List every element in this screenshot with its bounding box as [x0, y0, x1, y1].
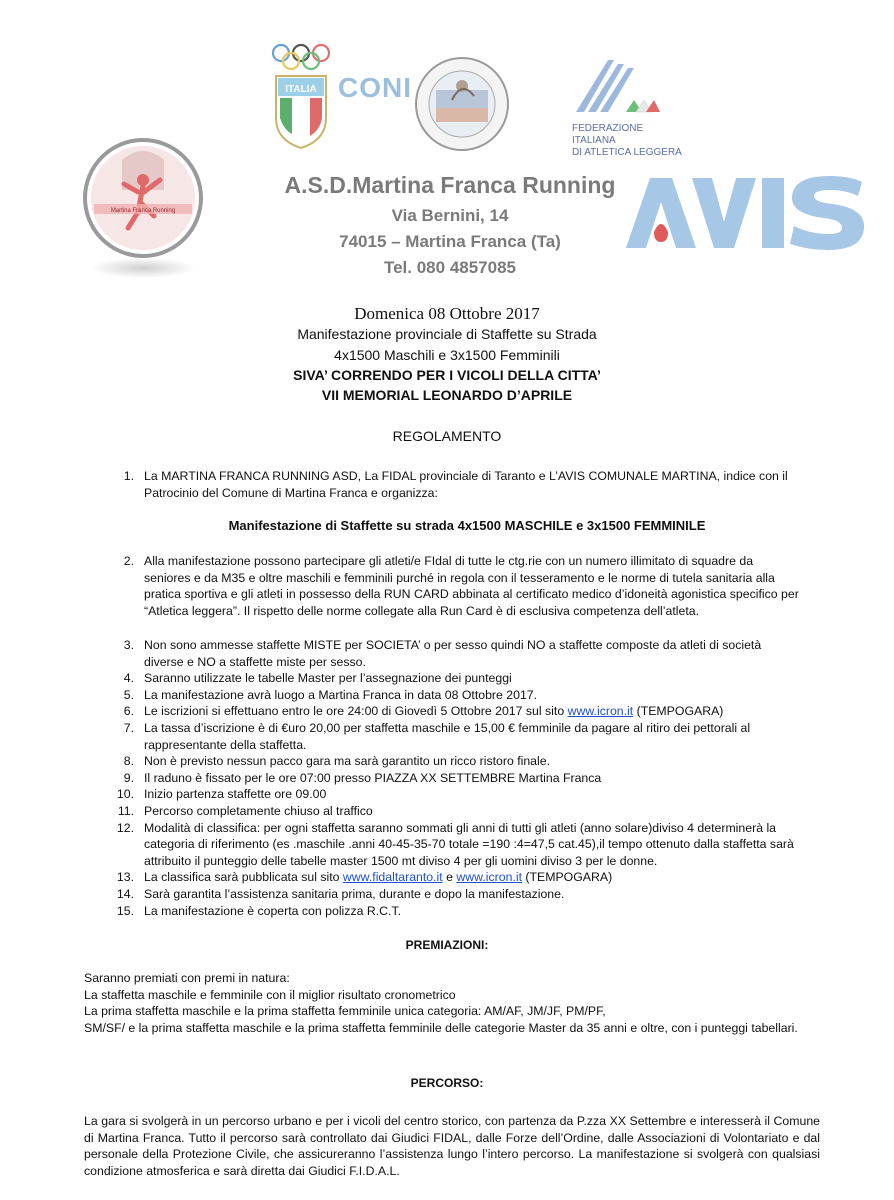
list-item-number: 6.	[123, 704, 134, 719]
list-item-text: La MARTINA FRANCA RUNNING ASD, La FIDAL provinciale di Taranto e L’AVIS COMUNALE MARTINA, indice con il Patrocinio del Comune di Martina Franca e organizza:	[144, 469, 788, 500]
regolamento-heading: REGOLAMENTO	[392, 428, 502, 444]
list-item-number: 15.	[116, 903, 134, 918]
list-item-text: La tassa d’iscrizione è di €uro 20,00 per staffetta maschile e 15,00 € femminile da pagare al ritiro dei pettorali al rappresentante della staffetta.	[144, 720, 751, 752]
list-item-text: Inizio partenza staffette ore 09.00	[144, 787, 327, 802]
list-item-number: 3.	[123, 638, 134, 652]
list-item-text: Non sono ammesse staffette MISTE per SOCIETA’ o per sesso quindi NO a staffette composte da atleti di società diverse e NO a staffette miste per sesso.	[144, 638, 762, 669]
list-item-text: Percorso completamente chiuso al traffico	[144, 803, 373, 818]
list-item	[112, 886, 802, 903]
list-item-text: Alla manifestazione possono partecipare gli atleti/e FIdal di tutte le ctg.rie con un numero illimitato di squadre da seniores e da M35 e oltre maschili e femminili purché in regola con il tesseramento e le norme di tutela sanitaria alla pratica sportiva e gli atleti in possesso della RUN CARD abbinata al certificato medico d’idoneità agonistica specifico per “Atletica leggera”. Il rispetto delle norme collegate alla Run Card è di esclusiva competenza dell’atleta.	[144, 554, 799, 618]
list-item-text: Sarà garantita l’assistenza sanitaria prima, durante e dopo la manifestazione.	[144, 886, 565, 901]
list-item-text: (TEMPOGARA)	[522, 870, 613, 885]
list-item-number: 7.	[123, 720, 134, 735]
fidal-caption-line: FEDERAZIONE ITALIANA	[572, 123, 644, 146]
club-city: 74015 – Martina Franca (Ta)	[339, 232, 561, 251]
list-item	[112, 703, 802, 720]
fidal-caption	[572, 123, 682, 159]
event-memorial: VII MEMORIAL LEONARDO D’APRILE	[321, 387, 573, 403]
premiazioni-line: La staffetta maschile e femminile con il miglior risultato cronometrico	[84, 987, 456, 1002]
premiazioni-line: Saranno premiati con premi in natura:	[84, 971, 290, 985]
premiazioni-heading: PREMIAZIONI:	[405, 938, 489, 952]
fidaltaranto-link[interactable]: www.fidaltaranto.it	[342, 870, 443, 885]
list-item-text: Le iscrizioni si effettuano entro le ore 24:00 di Giovedì 5 Ottobre 2017 sul sito	[144, 704, 568, 719]
list-item	[112, 468, 802, 501]
list-item-number: 1.	[123, 469, 134, 483]
list-item-text: Saranno utilizzate le tabelle Master per l’assegnazione dei punteggi	[144, 671, 512, 686]
list-item-number: 11.	[117, 803, 134, 818]
list-item-number: 9.	[123, 770, 134, 785]
percorso-text: La gara si svolgerà in un percorso urbano e per i vicoli del centro storico, con partenza da P.zza XX Settembre e interesserà il Comune di Martina Franca. Tutto il percorso sarà controllato dai Giudici FIDAL, dalle Forze dell’Ordine, dalle Associazioni di Volontariato e dal personale della Protezione Civile, che assicureranno l’assistenza lungo l’intero percorso. La manifestazione si svolgerà con qualsiasi condizione atmosferica e sarà diretta dai Giudici F.I.D.A.L.	[84, 1114, 820, 1178]
olympic-rings-icon	[270, 42, 332, 74]
club-phone: Tel. 080 4857085	[383, 258, 516, 277]
list-item	[112, 803, 802, 820]
list-item-text: Modalità di classifica: per ogni staffetta saranno sommati gli anni di tutti gli atleti (anno solare)diviso 4 determinerà la categoria di riferimento (es .maschile .anni 40-45-35-70 totale =190 :4=47,5 cat.45),il tempo ottenuto dalla staffetta sarà attribuito il punteggio delle tabelle master 1500 mt diviso 4 per gli uomini diviso 3 per le donne.	[144, 820, 794, 868]
coni-logo-text: CONI	[338, 72, 412, 103]
list-item-number: 8.	[123, 754, 134, 769]
rules-list-part2	[112, 553, 802, 619]
list-item	[112, 786, 802, 803]
italia-shield-icon	[274, 74, 328, 150]
list-item-number: 13.	[116, 870, 134, 885]
list-item	[112, 687, 802, 704]
list-item-number: 2.	[123, 554, 134, 568]
list-item-number: 14.	[116, 886, 134, 901]
svg-text:Martina Franca Running: Martina Franca Running	[110, 208, 176, 214]
list-item-number: 12.	[116, 820, 134, 835]
list-item-number: 5.	[123, 687, 134, 702]
manifestazione-title: Manifestazione di Staffette su strada 4x1500 MASCHILE e 3x1500 FEMMINILE	[228, 518, 706, 533]
premiazioni-line: SM/SF/ e la prima staffetta maschile e la prima staffetta femminile delle categorie Master da 35 anni e oltre, con i punteggi tabellari.	[84, 1020, 798, 1035]
rules-list-part1	[112, 468, 802, 501]
icron-link[interactable]: www.icron.it	[567, 704, 634, 719]
list-item-text: e	[442, 870, 457, 885]
list-item	[112, 670, 802, 687]
list-item	[112, 869, 802, 886]
event-subtitle: Manifestazione provinciale di Staffette su Strada	[297, 326, 597, 342]
list-item	[112, 753, 802, 770]
premiazioni-text	[84, 970, 820, 1036]
list-item	[112, 553, 802, 619]
list-item-text: La manifestazione avrà luogo a Martina Franca in data 08 Ottobre 2017.	[144, 687, 538, 702]
event-title: SIVA’ CORRENDO PER I VICOLI DELLA CITTA’	[293, 367, 601, 383]
list-item-text: La manifestazione è coperta con polizza R.C.T.	[144, 903, 402, 918]
club-name: A.S.D.Martina Franca Running	[284, 172, 616, 198]
event-categories: 4x1500 Maschili e 3x1500 Femminili	[334, 347, 560, 363]
list-item-text: (TEMPOGARA)	[633, 704, 724, 719]
fidal-caption-line: DI ATLETICA LEGGERA	[572, 147, 682, 158]
list-item	[112, 720, 802, 753]
list-item	[112, 770, 802, 787]
list-item	[112, 820, 802, 870]
premiazioni-line: La prima staffetta maschile e la prima staffetta femminile unica categoria: AM/AF, JM/JF, PM/PF,	[84, 1004, 606, 1019]
list-item-text: La classifica sarà pubblicata sul sito	[144, 870, 343, 885]
list-item-text: Non è previsto nessun pacco gara ma sarà garantito un ricco ristoro finale.	[144, 754, 551, 769]
list-item	[112, 637, 802, 670]
icron-link[interactable]: www.icron.it	[456, 870, 522, 885]
percorso-heading: PERCORSO:	[410, 1076, 484, 1090]
event-date: Domenica 08 Ottobre 2017	[354, 304, 540, 323]
coni-shield-text: ITALIA	[285, 84, 317, 95]
list-item-number: 10.	[116, 787, 134, 802]
fidal-taranto-seal-icon	[414, 56, 510, 152]
list-item-number: 4.	[123, 671, 134, 686]
list-item	[112, 903, 802, 920]
rules-list-part3	[112, 637, 802, 919]
fidal-logo-icon	[570, 56, 660, 118]
club-address: Via Bernini, 14	[391, 206, 509, 225]
list-item-text: Il raduno è fissato per le ore 07:00 presso PIAZZA XX SETTEMBRE Martina Franca	[144, 770, 602, 785]
